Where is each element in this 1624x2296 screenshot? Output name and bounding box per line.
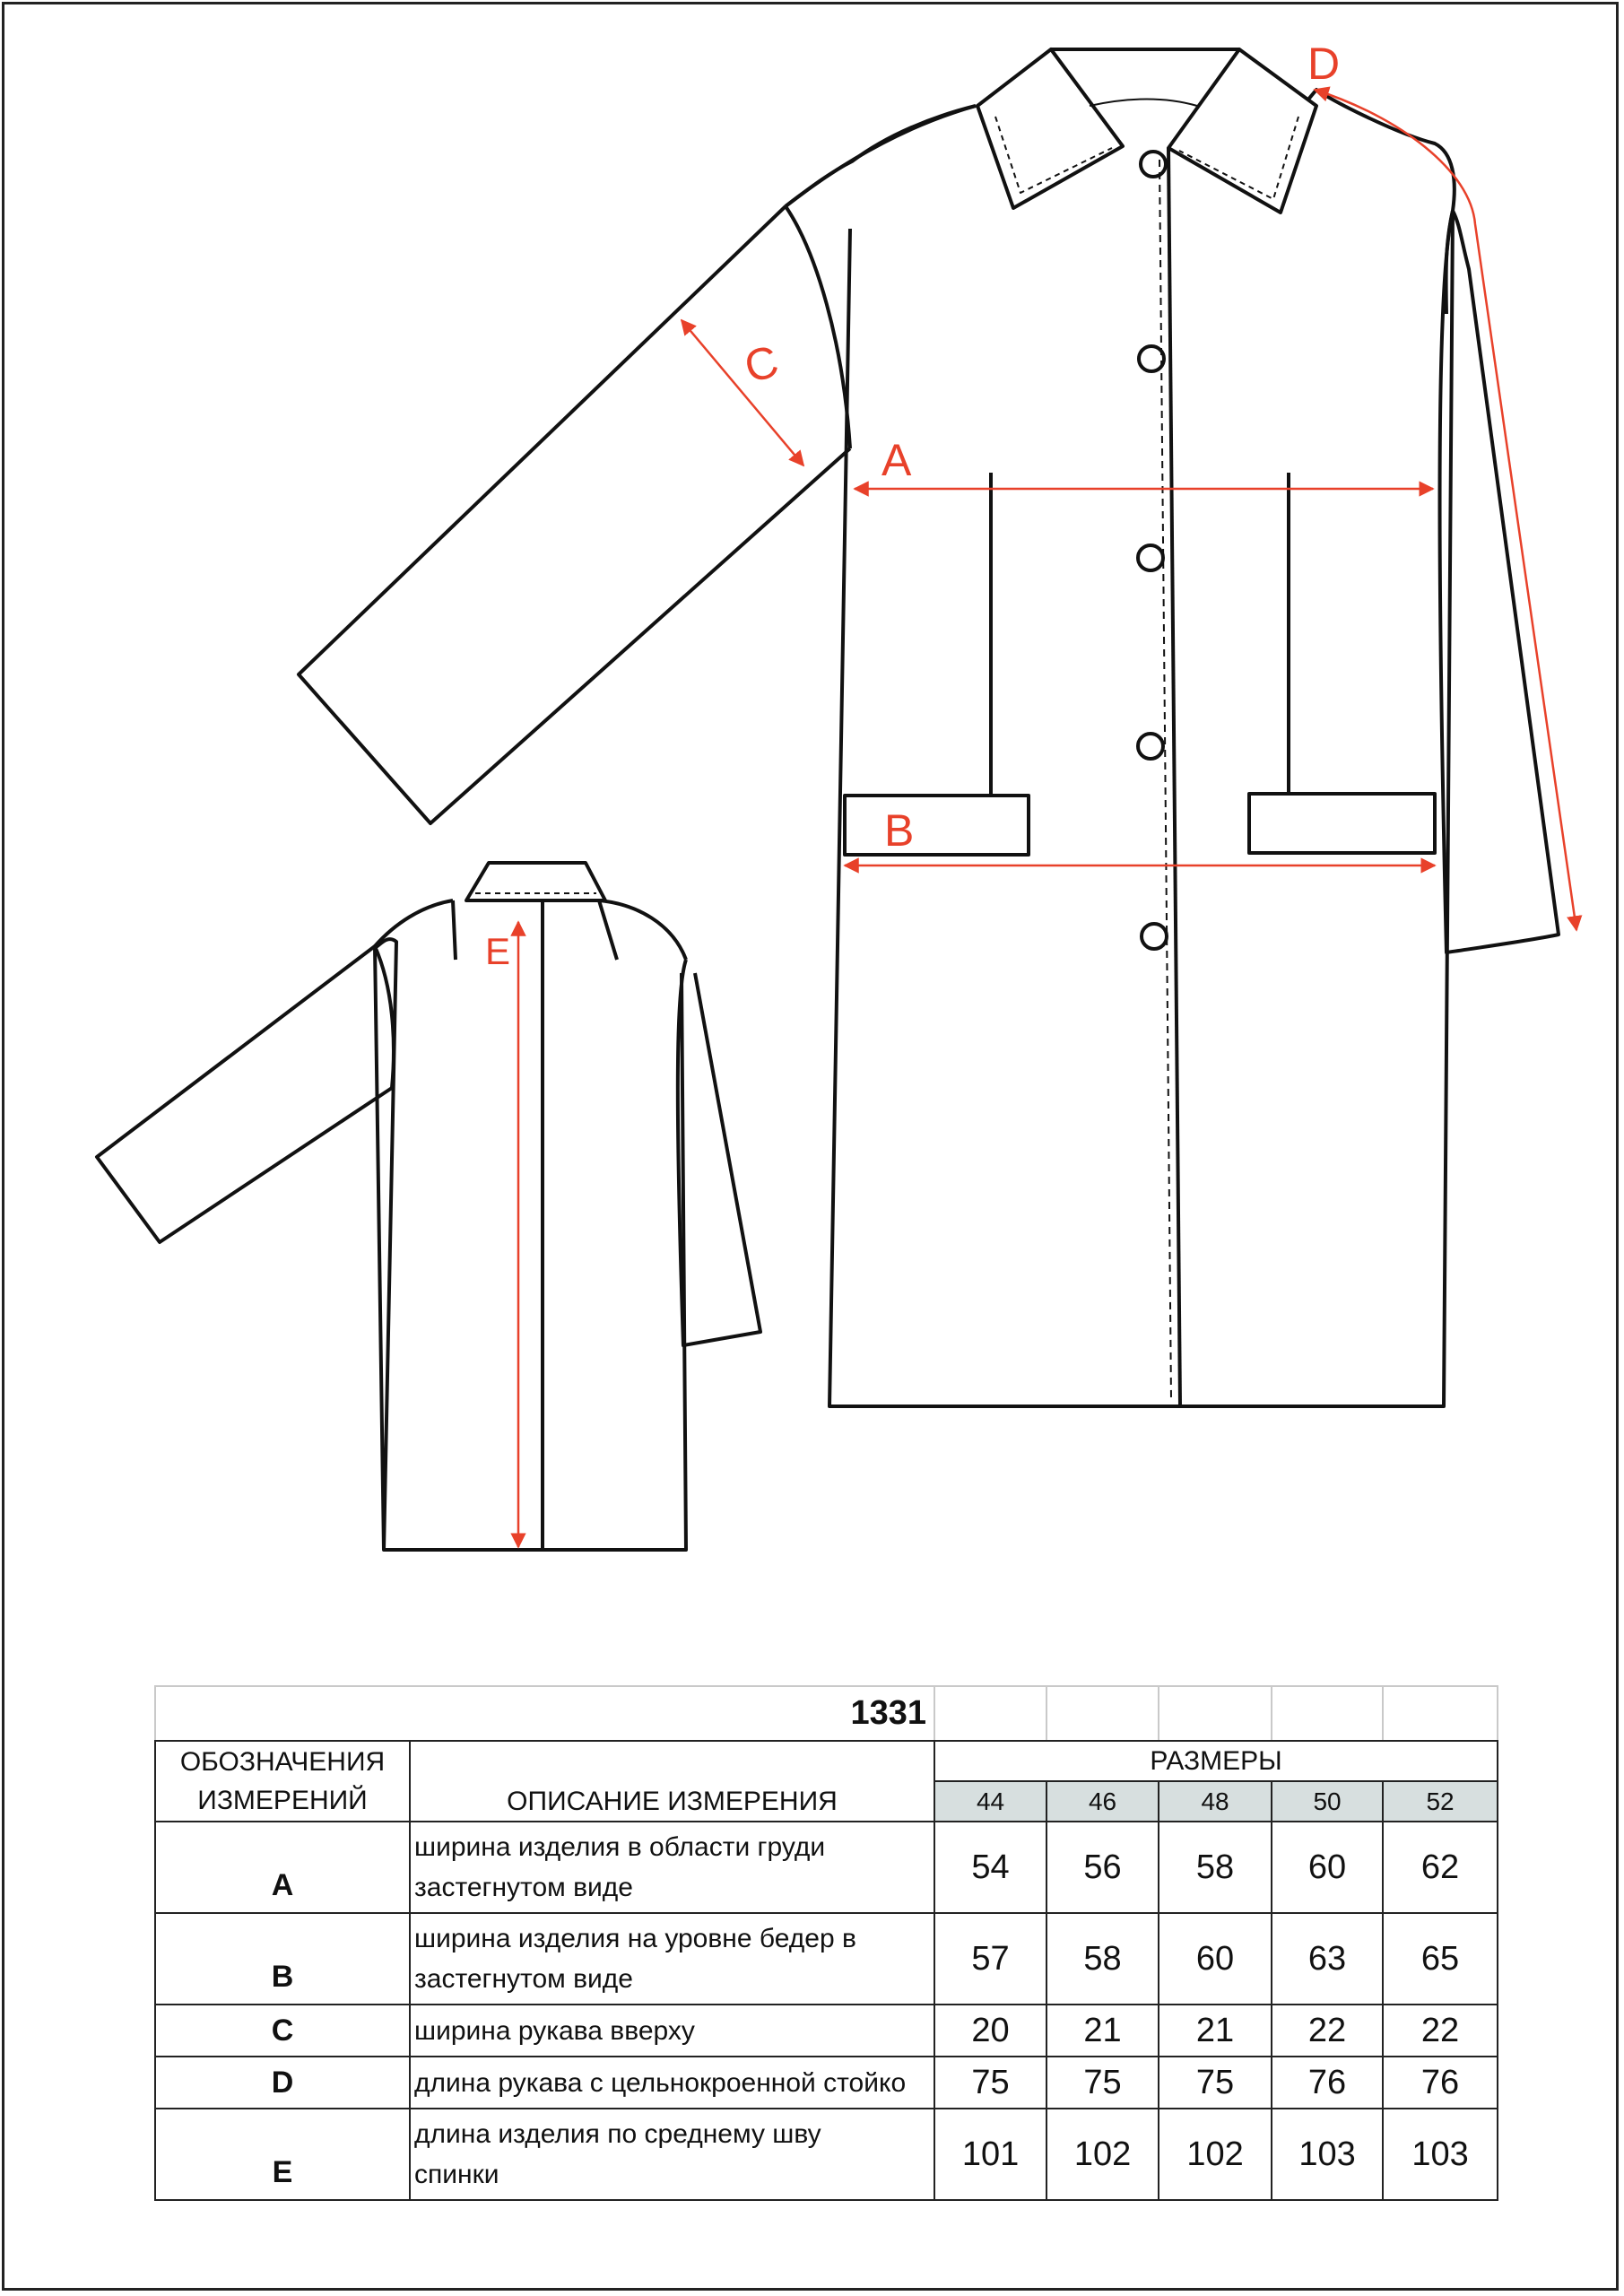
- back-sleeve-left: [97, 946, 392, 1242]
- value-cell: 20: [934, 2005, 1046, 2057]
- measure-description: [410, 2109, 934, 2200]
- value-cell: 103: [1383, 2109, 1498, 2200]
- value-cell: 75: [1159, 2057, 1272, 2109]
- button: [1138, 545, 1163, 570]
- size-chart-table: [154, 1685, 1498, 2201]
- value-cell: 102: [1046, 2109, 1159, 2200]
- sizes-header: РАЗМЕРЫ: [934, 1741, 1498, 1781]
- label-a: A: [881, 435, 912, 485]
- back-sleeve-right: [678, 960, 760, 1345]
- table-row: [155, 1822, 1498, 1913]
- value-cell: 21: [1046, 2005, 1159, 2057]
- button: [1141, 152, 1166, 177]
- description-line: ширина изделия на уровне бедер в: [414, 1924, 856, 1953]
- arrow-c: [682, 320, 803, 465]
- value-cell: 60: [1272, 1822, 1383, 1913]
- description-line: застегнутом виде: [414, 1873, 633, 1902]
- table-row: [155, 1913, 1498, 2005]
- value-cell: 101: [934, 2109, 1046, 2200]
- back-dart-left: [453, 900, 456, 960]
- neck-curve: [1090, 100, 1197, 107]
- description-line: спинки: [414, 2160, 499, 2189]
- value-cell: 22: [1383, 2005, 1498, 2057]
- measure-code: C: [155, 2005, 410, 2057]
- table-header-row: [155, 1741, 1498, 1781]
- value-cell: 65: [1383, 1913, 1498, 2005]
- value-cell: 102: [1159, 2109, 1272, 2200]
- collar-stitch-left: [995, 117, 1112, 193]
- size-cell: 48: [1159, 1781, 1272, 1822]
- empty-cell: [1046, 1686, 1159, 1741]
- empty-cell: [1272, 1686, 1383, 1741]
- description-line: длина изделия по среднему шву: [414, 2119, 821, 2149]
- table-row: [155, 2057, 1498, 2109]
- code-header-line1: ОБОЗНАЧЕНИЯ: [179, 1747, 386, 1777]
- value-cell: 58: [1159, 1822, 1272, 1913]
- value-cell: 75: [934, 2057, 1046, 2109]
- pocket-welt-left: [845, 796, 1029, 855]
- back-view: [97, 863, 760, 1550]
- pocket-welt-right: [1249, 794, 1435, 853]
- value-cell: 57: [934, 1913, 1046, 2005]
- measure-code: E: [155, 2109, 410, 2200]
- front-armhole-left: [786, 206, 850, 448]
- front-shoulder-line-left: [786, 106, 976, 206]
- value-cell: 76: [1383, 2057, 1498, 2109]
- value-cell: 54: [934, 1822, 1046, 1913]
- button: [1142, 924, 1167, 949]
- arrow-d: [1315, 90, 1576, 930]
- front-sleeve-left: [299, 206, 850, 823]
- back-body-outline: [375, 939, 686, 1550]
- value-cell: 22: [1272, 2005, 1383, 2057]
- size-cell: 50: [1272, 1781, 1383, 1822]
- front-view: [299, 49, 1559, 1406]
- back-dart-right: [599, 900, 617, 960]
- measure-description: [410, 1913, 934, 2005]
- code-header: [155, 1741, 410, 1822]
- value-cell: 62: [1383, 1822, 1498, 1913]
- front-sleeve-right: [1440, 211, 1559, 952]
- value-cell: 60: [1159, 1913, 1272, 2005]
- description-header: ОПИСАНИЕ ИЗМЕРЕНИЯ: [410, 1741, 934, 1822]
- label-b: B: [884, 805, 915, 856]
- front-body-outline: [786, 90, 1455, 1406]
- value-cell: 76: [1272, 2057, 1383, 2109]
- measure-labels: [485, 39, 1340, 972]
- size-cell: 46: [1046, 1781, 1159, 1822]
- value-cell: 63: [1272, 1913, 1383, 2005]
- table-top-row: [155, 1686, 1498, 1741]
- button: [1138, 734, 1163, 759]
- label-c: C: [739, 335, 784, 393]
- table-row: [155, 2005, 1498, 2057]
- measure-description: [410, 1822, 934, 1913]
- size-cell: 52: [1383, 1781, 1498, 1822]
- value-cell: 21: [1159, 2005, 1272, 2057]
- table-row: [155, 2109, 1498, 2200]
- measure-code: A: [155, 1822, 410, 1913]
- code-header-line2: ИЗМЕРЕНИЙ: [197, 1786, 368, 1815]
- size-cell: 44: [934, 1781, 1046, 1822]
- back-shoulders: [375, 900, 686, 960]
- empty-cell: [1383, 1686, 1498, 1741]
- description-line: ширина изделия в области груди: [414, 1832, 826, 1862]
- measure-code: B: [155, 1913, 410, 2005]
- measure-description: длина рукава с цельнокроенной стойко: [410, 2057, 934, 2109]
- button: [1139, 346, 1164, 371]
- label-e: E: [485, 930, 511, 972]
- measure-description: ширина рукава вверху: [410, 2005, 934, 2057]
- value-cell: 58: [1046, 1913, 1159, 2005]
- label-d: D: [1307, 39, 1341, 89]
- description-line: застегнутом виде: [414, 1964, 633, 1994]
- value-cell: 103: [1272, 2109, 1383, 2200]
- measure-code: D: [155, 2057, 410, 2109]
- back-collar: [466, 863, 605, 900]
- value-cell: 56: [1046, 1822, 1159, 1913]
- empty-cell: [934, 1686, 1046, 1741]
- value-cell: 75: [1046, 2057, 1159, 2109]
- article-number: 1331: [155, 1686, 934, 1741]
- empty-cell: [1159, 1686, 1272, 1741]
